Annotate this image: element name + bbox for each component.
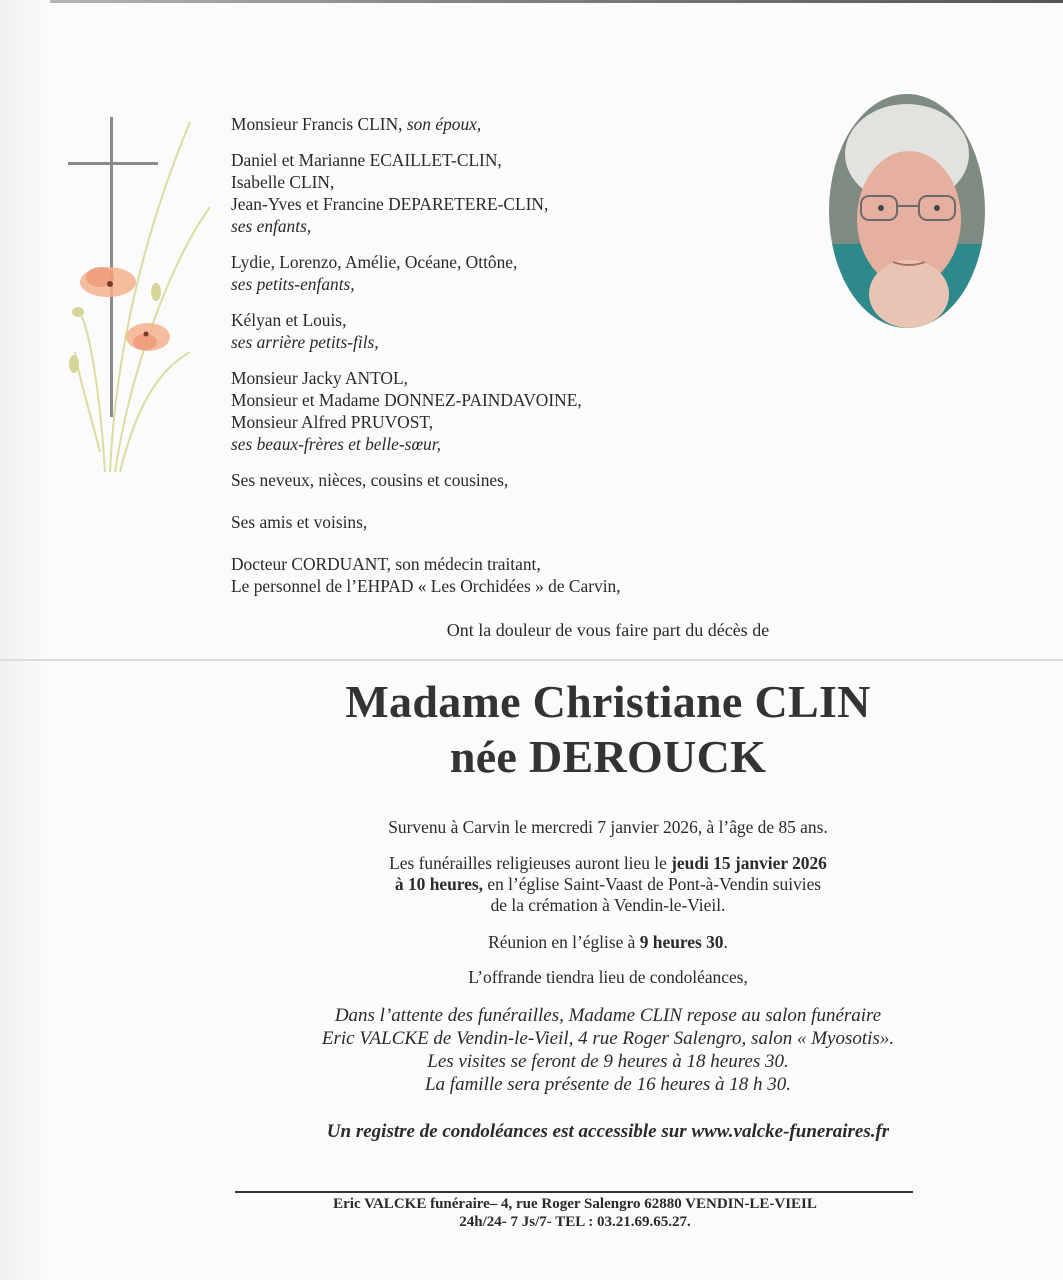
funeral-time: à 10 heures, bbox=[394, 874, 483, 894]
family-role: ses enfants, bbox=[231, 216, 312, 236]
family-role: ses arrière petits-fils, bbox=[231, 332, 379, 352]
footer-address: Eric VALCKE funéraire– 4, rue Roger Salengro 62880 VENDIN-LE-VIEIL bbox=[333, 1196, 817, 1212]
family-group-grandchildren bbox=[231, 251, 621, 295]
family-line: Jean-Yves et Francine DEPARETERE-CLIN, bbox=[231, 194, 549, 214]
footer-phone: 24h/24- 7 Js/7- TEL : 03.21.69.65.27. bbox=[459, 1214, 691, 1230]
reunion-text: Réunion en l’église à bbox=[488, 932, 640, 952]
family-line: Docteur CORDUANT, son médecin traitant, bbox=[231, 554, 541, 574]
family-group-friends bbox=[231, 511, 621, 533]
funeral-home-footer bbox=[0, 1195, 1063, 1231]
scan-top-edge bbox=[0, 0, 1063, 3]
deceased-maiden-name: née DEROUCK bbox=[449, 731, 767, 782]
family-line: Monsieur Francis CLIN, bbox=[231, 114, 403, 134]
funeral-details bbox=[0, 853, 1063, 916]
family-group-children bbox=[231, 149, 621, 237]
family-group-cousins bbox=[231, 469, 621, 491]
family-role: ses beaux-frères et belle-sœur, bbox=[231, 434, 441, 454]
family-line: Ses neveux, nièces, cousins et cousines, bbox=[231, 470, 509, 490]
family-group-great-grandchildren bbox=[231, 309, 621, 353]
family-group-caregivers bbox=[231, 553, 621, 597]
family-line: Le personnel de l’EHPAD « Les Orchidées » de Carvin, bbox=[231, 576, 621, 596]
reunion-punct: . bbox=[723, 932, 728, 952]
family-line: Isabelle CLIN, bbox=[231, 172, 335, 192]
funeral-date: jeudi 15 janvier 2026 bbox=[671, 853, 827, 873]
reunion-details bbox=[0, 932, 1063, 953]
reunion-time: 9 heures 30 bbox=[639, 932, 724, 952]
family-role: ses petits-enfants, bbox=[231, 274, 355, 294]
wheat-stems-icon bbox=[75, 122, 210, 472]
footer-divider bbox=[235, 1191, 913, 1193]
family-line: Monsieur Alfred PRUVOST, bbox=[231, 412, 434, 432]
funeral-location: en l’église Saint-Vaast de Pont-à-Vendin suivies bbox=[483, 874, 822, 894]
family-list bbox=[231, 113, 621, 611]
deceased-name: Madame Christiane CLIN bbox=[345, 676, 871, 727]
rest-line: Dans l’attente des funérailles, Madame CLIN repose au salon funéraire bbox=[334, 1005, 882, 1026]
rest-line: Eric VALCKE de Vendin-le-Vieil, 4 rue Roger Salengro, salon « Myosotis». bbox=[321, 1028, 895, 1049]
family-line: Monsieur et Madame DONNEZ-PAINDAVOINE, bbox=[231, 390, 582, 410]
family-line: Lydie, Lorenzo, Amélie, Océane, Ottône, bbox=[231, 252, 518, 272]
cremation-text: de la crémation à Vendin-le-Vieil. bbox=[490, 895, 726, 915]
family-line: Monsieur Jacky ANTOL, bbox=[231, 368, 408, 388]
rest-line: La famille sera présente de 16 heures à 18 h 30. bbox=[424, 1074, 792, 1095]
portrait-photo bbox=[829, 94, 985, 328]
death-details: Survenu à Carvin le mercredi 7 janvier 2026, à l’âge de 85 ans. bbox=[388, 817, 828, 837]
cross-poppy-illustration bbox=[60, 112, 220, 492]
announcement-text: Ont la douleur de vous faire part du décès de bbox=[446, 620, 770, 640]
family-group-in-laws bbox=[231, 367, 621, 455]
page-fold-line bbox=[0, 659, 1063, 661]
family-line: Kélyan et Louis, bbox=[231, 310, 347, 330]
family-line: Daniel et Marianne ECAILLET-CLIN, bbox=[231, 150, 502, 170]
rest-details bbox=[0, 1004, 1063, 1096]
cross-icon bbox=[68, 117, 158, 417]
offering-text: L’offrande tiendra lieu de condoléances, bbox=[468, 967, 748, 987]
family-group-spouse bbox=[231, 113, 621, 135]
funeral-text: Les funérailles religieuses auront lieu le bbox=[389, 853, 672, 873]
rest-line: Les visites se feront de 9 heures à 18 heures 30. bbox=[427, 1051, 789, 1072]
family-role: son époux, bbox=[406, 114, 482, 134]
family-line: Ses amis et voisins, bbox=[231, 512, 368, 532]
condolence-registry-link[interactable]: Un registre de condoléances est accessible sur www.valcke-funeraires.fr bbox=[326, 1121, 890, 1142]
